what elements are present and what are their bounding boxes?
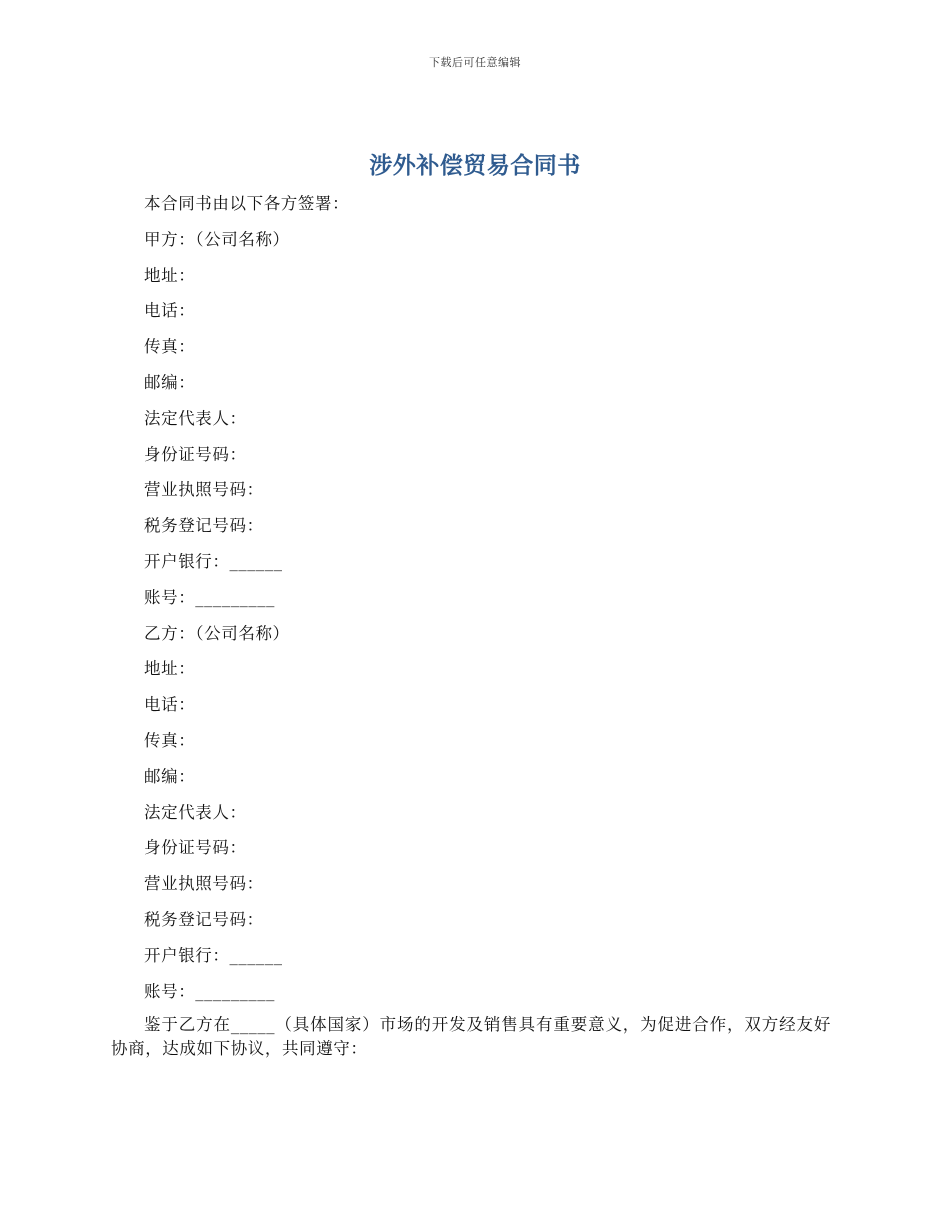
party-b-fax-line: 传真： (144, 730, 196, 750)
document-title: 涉外补偿贸易合同书 (369, 153, 581, 179)
party-a-phone-line: 电话： (144, 301, 196, 321)
party-b-business-license-line: 营业执照号码： (144, 874, 264, 894)
party-b-bank-line: 开户银行：______ (144, 945, 283, 965)
party-a-fax-line: 传真： (144, 337, 196, 357)
party-b-legal-rep-line: 法定代表人： (144, 802, 247, 822)
party-a-address-line: 地址： (144, 265, 196, 285)
party-b-phone-line: 电话： (144, 695, 196, 715)
party-a-postcode-line: 邮编： (144, 372, 196, 392)
party-a-account-line: 账号：_________ (144, 587, 275, 607)
party-b-tax-registration-line: 税务登记号码： (144, 909, 264, 929)
party-info-block (144, 192, 844, 1015)
party-a-bank-line: 开户银行：______ (144, 551, 283, 571)
party-a-tax-registration-line: 税务登记号码： (144, 516, 264, 536)
party-a-name-line: 甲方：（公司名称） (144, 229, 290, 249)
party-b-name-line: 乙方：（公司名称） (144, 623, 290, 643)
party-a-legal-rep-line: 法定代表人： (144, 408, 247, 428)
party-b-account-line: 账号：_________ (144, 981, 275, 1001)
party-a-business-license-line: 营业执照号码： (144, 480, 264, 500)
intro-line: 本合同书由以下各方签署： (144, 194, 350, 213)
party-b-address-line: 地址： (144, 659, 196, 679)
party-b-postcode-line: 邮编： (144, 766, 196, 786)
header-note: 下载后可任意编辑 (429, 56, 521, 69)
party-b-id-number-line: 身份证号码： (144, 838, 247, 858)
party-a-id-number-line: 身份证号码： (144, 444, 247, 464)
closing-paragraph: 鉴于乙方在_____（具体国家）市场的开发及销售具有重要意义，为促进合作，双方经友好协商，达成如下协议，共同遵守： (111, 1015, 831, 1058)
